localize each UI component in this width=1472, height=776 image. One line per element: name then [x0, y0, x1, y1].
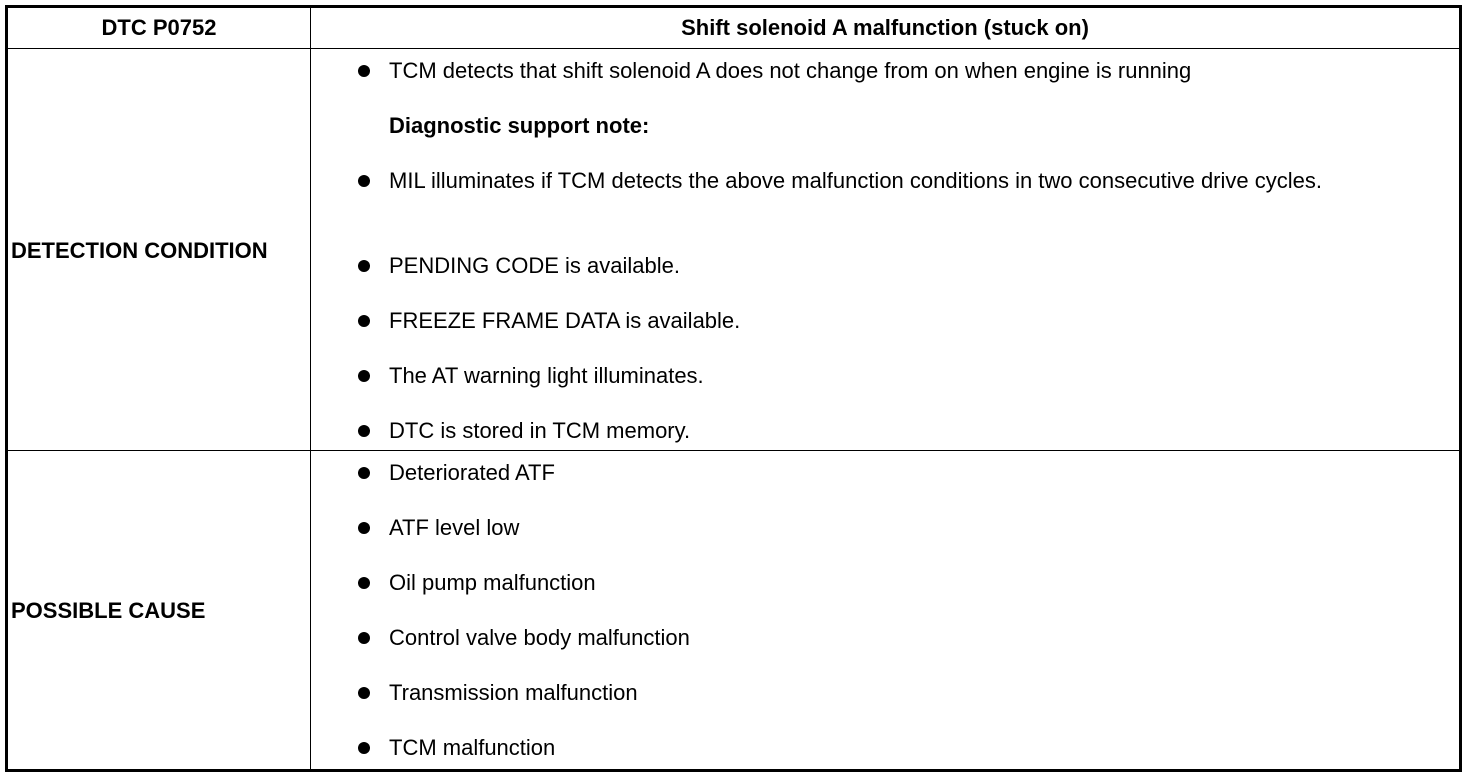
cause-item-text: Deteriorated ATF	[389, 460, 555, 485]
detection-item	[389, 361, 1399, 391]
bullet-icon	[358, 260, 370, 272]
dtc-code-header: DTC P0752	[101, 15, 217, 40]
bullet-icon	[358, 175, 370, 187]
cause-item-text: TCM malfunction	[389, 735, 556, 760]
detection-item	[389, 416, 1399, 446]
bullet-icon	[358, 522, 370, 534]
detection-item-text: MIL illuminates if TCM detects the above malfunction conditions in two consecutive drive cycles.	[389, 168, 1322, 193]
cause-item	[389, 568, 1399, 598]
dtc-title-header: Shift solenoid A malfunction (stuck on)	[681, 15, 1089, 40]
bullet-icon	[358, 632, 370, 644]
cause-item-text: Control valve body malfunction	[389, 625, 690, 650]
cause-item-text: Transmission malfunction	[389, 680, 638, 705]
detection-item	[389, 306, 1399, 336]
bullet-icon	[358, 577, 370, 589]
cause-item	[389, 733, 1399, 763]
detection-item-text: PENDING CODE is available.	[389, 253, 680, 278]
possible-cause-label: POSSIBLE CAUSE	[11, 598, 206, 623]
bullet-icon	[358, 425, 370, 437]
bullet-icon	[358, 370, 370, 382]
cause-item	[389, 513, 1399, 543]
bullet-icon	[358, 65, 370, 77]
bullet-icon	[358, 742, 370, 754]
cause-item	[389, 623, 1399, 653]
detection-item-text: TCM detects that shift solenoid A does not change from on when engine is running	[389, 58, 1192, 83]
detection-item-text: The AT warning light illuminates.	[389, 363, 704, 388]
detection-item	[389, 251, 1399, 281]
diagnostic-support-note: Diagnostic support note:	[389, 113, 650, 138]
cause-item	[389, 458, 1399, 488]
header-divider	[8, 48, 1459, 49]
cause-item	[389, 678, 1399, 708]
row-divider	[8, 450, 1459, 451]
detection-item	[389, 56, 1399, 86]
bullet-icon	[358, 315, 370, 327]
cause-item-text: Oil pump malfunction	[389, 570, 596, 595]
cause-item-text: ATF level low	[389, 515, 520, 540]
detection-item-text: FREEZE FRAME DATA is available.	[389, 308, 741, 333]
bullet-icon	[358, 467, 370, 479]
column-divider	[310, 8, 311, 769]
detection-condition-label: DETECTION CONDITION	[11, 238, 268, 263]
detection-item	[389, 166, 1399, 196]
bullet-icon	[358, 687, 370, 699]
detection-item-text: DTC is stored in TCM memory.	[389, 418, 691, 443]
dtc-table	[5, 5, 1462, 772]
